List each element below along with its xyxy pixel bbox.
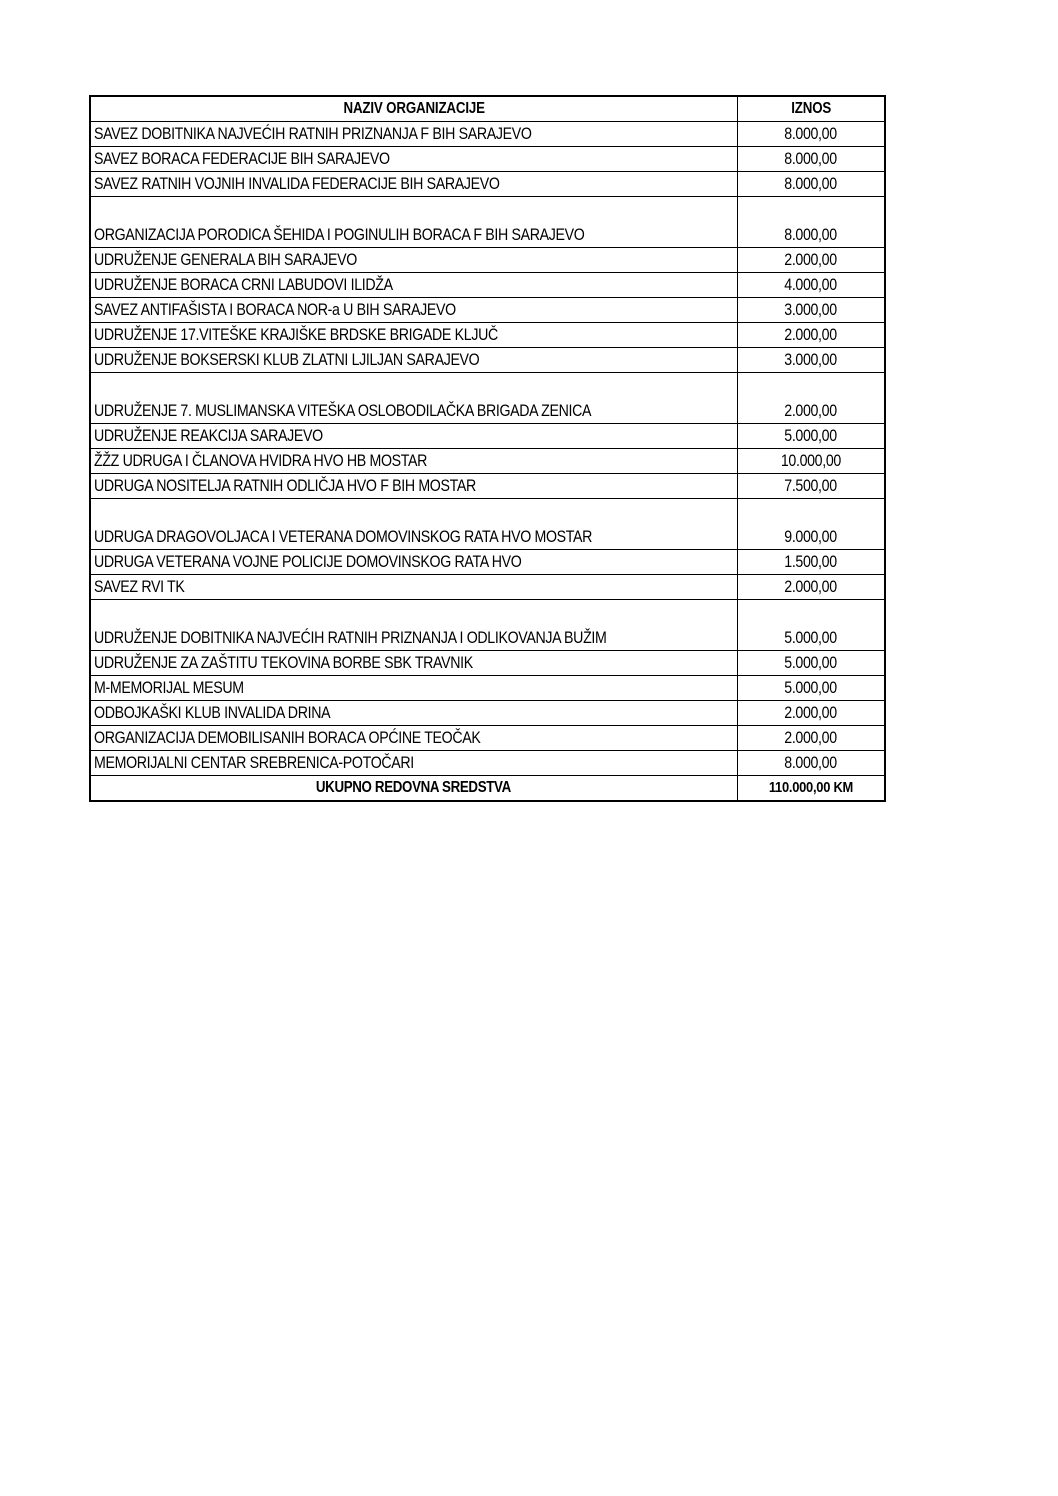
amount-cell <box>737 348 885 373</box>
table-row <box>90 474 885 499</box>
amount-cell <box>737 323 885 348</box>
table-row <box>90 147 885 172</box>
column-header-amount <box>737 96 885 122</box>
organization-name: SAVEZ RVI TK <box>94 578 185 596</box>
total-label <box>90 776 737 802</box>
table-row <box>90 600 885 651</box>
total-amount <box>737 776 885 802</box>
organization-name-cell <box>90 600 737 651</box>
table-row <box>90 676 885 701</box>
organization-name-cell <box>90 122 737 147</box>
amount-value: 2.000,00 <box>784 402 837 420</box>
table-row <box>90 373 885 424</box>
amount-cell <box>737 298 885 323</box>
amount-value: 2.000,00 <box>784 729 837 747</box>
amount-cell <box>737 122 885 147</box>
organization-name-cell <box>90 726 737 751</box>
organization-name: M-MEMORIJAL MESUM <box>94 679 244 697</box>
amount-cell <box>737 651 885 676</box>
amount-cell <box>737 499 885 550</box>
total-label-text: UKUPNO REDOVNA SREDSTVA <box>316 779 512 796</box>
amount-value: 10.000,00 <box>780 452 841 470</box>
amount-value: 5.000,00 <box>784 679 837 697</box>
amount-cell <box>737 726 885 751</box>
amount-value: 8.000,00 <box>784 754 837 772</box>
organization-name: ŽŽZ UDRUGA I ČLANOVA HVIDRA HVO HB MOSTAR <box>94 452 428 470</box>
table-row <box>90 323 885 348</box>
organization-name-cell <box>90 298 737 323</box>
organization-name-cell <box>90 197 737 248</box>
table-body <box>90 122 885 776</box>
amount-value: 3.000,00 <box>784 301 837 319</box>
amount-cell <box>737 373 885 424</box>
table-row <box>90 197 885 248</box>
amount-value: 4.000,00 <box>784 276 837 294</box>
total-amount-text: 110.000,00 KM <box>768 779 853 796</box>
amount-cell <box>737 676 885 701</box>
table-row <box>90 348 885 373</box>
table-row <box>90 651 885 676</box>
organization-name: UDRUŽENJE GENERALA BIH SARAJEVO <box>94 251 357 269</box>
amount-value: 8.000,00 <box>784 125 837 143</box>
amount-value: 8.000,00 <box>784 226 837 244</box>
organization-name: ORGANIZACIJA DEMOBILISANIH BORACA OPĆINE TEOČAK <box>94 729 481 747</box>
amount-value: 8.000,00 <box>784 175 837 193</box>
organization-name: UDRUŽENJE 7. MUSLIMANSKA VITEŠKA OSLOBODILAČKA BRIGADA ZENICA <box>94 402 592 420</box>
organization-name-cell <box>90 323 737 348</box>
organization-name-cell <box>90 751 737 776</box>
amount-cell <box>737 474 885 499</box>
table-row <box>90 424 885 449</box>
organization-name-cell <box>90 348 737 373</box>
total-row <box>90 776 885 802</box>
organization-name: SAVEZ BORACA FEDERACIJE BIH SARAJEVO <box>94 150 390 168</box>
table-row <box>90 550 885 575</box>
amount-value: 2.000,00 <box>784 704 837 722</box>
organization-name: ODBOJKAŠKI KLUB INVALIDA DRINA <box>94 704 331 722</box>
amount-cell <box>737 172 885 197</box>
organization-name: UDRUŽENJE REAKCIJA SARAJEVO <box>94 427 323 445</box>
organization-name-cell <box>90 248 737 273</box>
table-row <box>90 273 885 298</box>
table-row <box>90 751 885 776</box>
organization-name-cell <box>90 424 737 449</box>
organization-name: UDRUŽENJE BOKSERSKI KLUB ZLATNI LJILJAN SARAJEVO <box>94 351 480 369</box>
amount-cell <box>737 197 885 248</box>
organization-name-cell <box>90 676 737 701</box>
amount-cell <box>737 550 885 575</box>
organization-name: UDRUŽENJE BORACA CRNI LABUDOVI ILIDŽA <box>94 276 393 294</box>
table-row <box>90 248 885 273</box>
organization-name-cell <box>90 172 737 197</box>
organization-name: UDRUGA DRAGOVOLJACA I VETERANA DOMOVINSKOG RATA HVO MOSTAR <box>94 528 593 546</box>
organization-name-cell <box>90 474 737 499</box>
organization-name: SAVEZ ANTIFAŠISTA I BORACA NOR-a U BIH SARAJEVO <box>94 301 456 319</box>
column-header-amount-text: IZNOS <box>790 100 831 117</box>
organization-name-cell <box>90 147 737 172</box>
amount-value: 3.000,00 <box>784 351 837 369</box>
amount-cell <box>737 147 885 172</box>
amount-value: 1.500,00 <box>784 553 837 571</box>
amount-value: 8.000,00 <box>784 150 837 168</box>
organization-name-cell <box>90 575 737 600</box>
column-header-organization-name-text: NAZIV ORGANIZACIJE <box>343 100 485 117</box>
organization-name: SAVEZ DOBITNIKA NAJVEĆIH RATNIH PRIZNANJA F BIH SARAJEVO <box>94 125 532 143</box>
organization-name: UDRUŽENJE 17.VITEŠKE KRAJIŠKE BRDSKE BRIGADE KLJUČ <box>94 326 498 344</box>
organization-name: MEMORIJALNI CENTAR SREBRENICA-POTOČARI <box>94 754 414 772</box>
amount-value: 2.000,00 <box>784 326 837 344</box>
amount-value: 5.000,00 <box>784 427 837 445</box>
organization-name: SAVEZ RATNIH VOJNIH INVALIDA FEDERACIJE BIH SARAJEVO <box>94 175 500 193</box>
amount-value: 7.500,00 <box>784 477 837 495</box>
organization-name-cell <box>90 499 737 550</box>
funding-table <box>89 95 886 802</box>
amount-value: 5.000,00 <box>784 654 837 672</box>
amount-cell <box>737 600 885 651</box>
organization-name: UDRUGA NOSITELJA RATNIH ODLIČJA HVO F BIH MOSTAR <box>94 477 476 495</box>
amount-cell <box>737 575 885 600</box>
table-row <box>90 575 885 600</box>
organization-name: UDRUŽENJE DOBITNIKA NAJVEĆIH RATNIH PRIZNANJA I ODLIKOVANJA BUŽIM <box>94 629 607 647</box>
table-row <box>90 701 885 726</box>
table-row <box>90 499 885 550</box>
amount-value: 9.000,00 <box>784 528 837 546</box>
amount-value: 2.000,00 <box>784 251 837 269</box>
organization-name: UDRUGA VETERANA VOJNE POLICIJE DOMOVINSKOG RATA HVO <box>94 553 522 571</box>
organization-name: ORGANIZACIJA PORODICA ŠEHIDA I POGINULIH BORACA F BIH SARAJEVO <box>94 226 585 244</box>
organization-name-cell <box>90 651 737 676</box>
amount-cell <box>737 751 885 776</box>
table-row <box>90 726 885 751</box>
table-row <box>90 172 885 197</box>
table-row <box>90 449 885 474</box>
amount-cell <box>737 701 885 726</box>
organization-name-cell <box>90 273 737 298</box>
amount-cell <box>737 424 885 449</box>
amount-cell <box>737 273 885 298</box>
amount-value: 2.000,00 <box>784 578 837 596</box>
table-row <box>90 298 885 323</box>
organization-name-cell <box>90 701 737 726</box>
organization-name-cell <box>90 550 737 575</box>
organization-name: UDRUŽENJE ZA ZAŠTITU TEKOVINA BORBE SBK TRAVNIK <box>94 654 473 672</box>
column-header-organization-name <box>90 96 737 122</box>
amount-cell <box>737 248 885 273</box>
table-row <box>90 122 885 147</box>
amount-value: 5.000,00 <box>784 629 837 647</box>
organization-name-cell <box>90 373 737 424</box>
amount-cell <box>737 449 885 474</box>
organization-name-cell <box>90 449 737 474</box>
table-header-row <box>90 96 885 122</box>
